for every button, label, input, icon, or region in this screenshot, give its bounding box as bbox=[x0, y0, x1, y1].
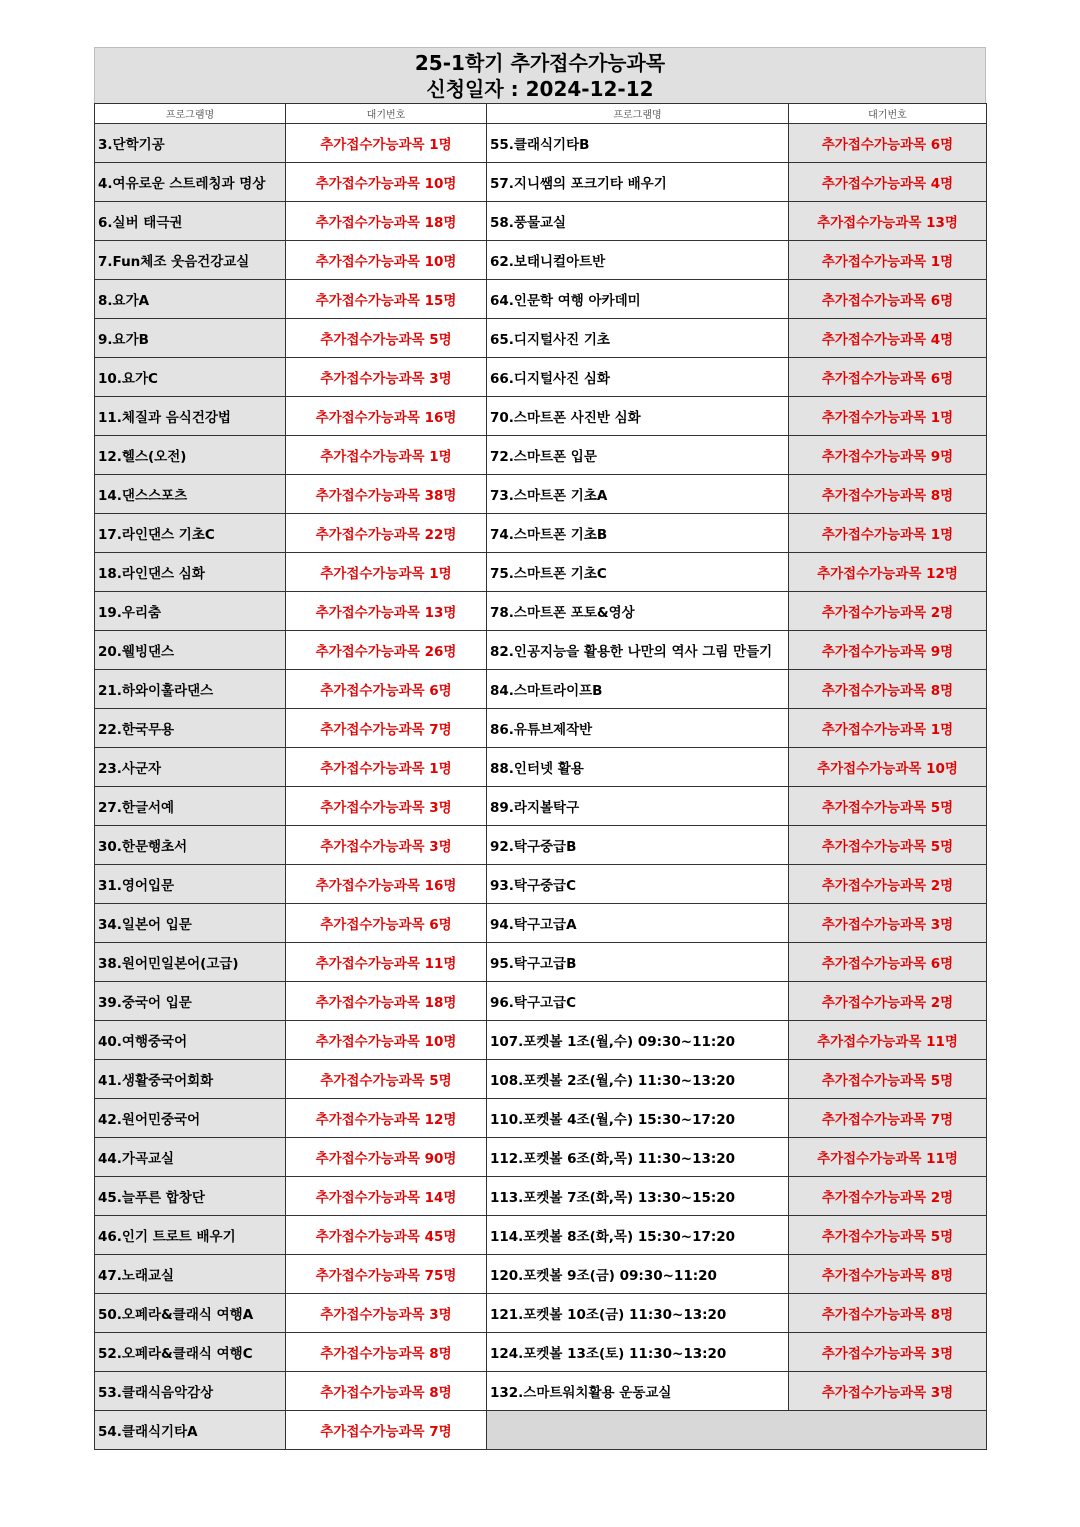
cell-waitlist-right: 추가접수가능과목 3명 bbox=[789, 1372, 987, 1411]
cell-program-right: 84.스마트라이프B bbox=[487, 670, 789, 709]
table-row bbox=[95, 163, 987, 202]
cell-program-left: 50.오페라&클래식 여행A bbox=[95, 1294, 286, 1333]
cell-program-right: 75.스마트폰 기초C bbox=[487, 553, 789, 592]
cell-waitlist-right: 추가접수가능과목 12명 bbox=[789, 553, 987, 592]
cell-program-left: 30.한문행초서 bbox=[95, 826, 286, 865]
cell-program-right: 124.포켓볼 13조(토) 11:30~13:20 bbox=[487, 1333, 789, 1372]
table-row bbox=[95, 1294, 987, 1333]
cell-program-right: 73.스마트폰 기초A bbox=[487, 475, 789, 514]
table-row bbox=[95, 358, 987, 397]
cell-program-left: 18.라인댄스 심화 bbox=[95, 553, 286, 592]
cell-waitlist-right: 추가접수가능과목 2명 bbox=[789, 1177, 987, 1216]
cell-waitlist-right: 추가접수가능과목 5명 bbox=[789, 1060, 987, 1099]
table-row bbox=[95, 514, 987, 553]
cell-program-left: 23.사군자 bbox=[95, 748, 286, 787]
cell-program-left: 27.한글서예 bbox=[95, 787, 286, 826]
cell-program-right: 121.포켓볼 10조(금) 11:30~13:20 bbox=[487, 1294, 789, 1333]
cell-program-right: 108.포켓볼 2조(월,수) 11:30~13:20 bbox=[487, 1060, 789, 1099]
cell-program-left: 19.우리춤 bbox=[95, 592, 286, 631]
cell-program-left: 41.생활중국어회화 bbox=[95, 1060, 286, 1099]
cell-waitlist-right: 추가접수가능과목 2명 bbox=[789, 982, 987, 1021]
page-title: 25-1학기 추가접수가능과목 bbox=[414, 51, 666, 75]
cell-program-right: 55.클래식기타B bbox=[487, 124, 789, 163]
cell-program-left: 11.체질과 음식건강법 bbox=[95, 397, 286, 436]
table-row bbox=[95, 1333, 987, 1372]
cell-program-right: 70.스마트폰 사진반 심화 bbox=[487, 397, 789, 436]
cell-waitlist-left: 추가접수가능과목 10명 bbox=[286, 1021, 487, 1060]
cell-program-left: 39.중국어 입문 bbox=[95, 982, 286, 1021]
cell-program-right: 107.포켓볼 1조(월,수) 09:30~11:20 bbox=[487, 1021, 789, 1060]
cell-program-left: 6.실버 태극권 bbox=[95, 202, 286, 241]
table-row bbox=[95, 1138, 987, 1177]
cell-waitlist-right: 추가접수가능과목 11명 bbox=[789, 1021, 987, 1060]
cell-waitlist-left: 추가접수가능과목 8명 bbox=[286, 1333, 487, 1372]
cell-waitlist-right: 추가접수가능과목 3명 bbox=[789, 904, 987, 943]
cell-program-left: 3.단학기공 bbox=[95, 124, 286, 163]
table-row bbox=[95, 1099, 987, 1138]
cell-program-left: 4.여유로운 스트레칭과 명상 bbox=[95, 163, 286, 202]
cell-program-right: 120.포켓볼 9조(금) 09:30~11:20 bbox=[487, 1255, 789, 1294]
cell-waitlist-left: 추가접수가능과목 18명 bbox=[286, 982, 487, 1021]
table-row bbox=[95, 241, 987, 280]
cell-waitlist-right: 추가접수가능과목 9명 bbox=[789, 436, 987, 475]
cell-program-left: 9.요가B bbox=[95, 319, 286, 358]
cell-waitlist-left: 추가접수가능과목 75명 bbox=[286, 1255, 487, 1294]
cell-program-left: 8.요가A bbox=[95, 280, 286, 319]
title-block bbox=[94, 47, 986, 103]
cell-waitlist-left: 추가접수가능과목 1명 bbox=[286, 436, 487, 475]
cell-waitlist-left: 추가접수가능과목 5명 bbox=[286, 1060, 487, 1099]
cell-program-left: 40.여행중국어 bbox=[95, 1021, 286, 1060]
cell-waitlist-left: 추가접수가능과목 1명 bbox=[286, 553, 487, 592]
cell-waitlist-right: 추가접수가능과목 8명 bbox=[789, 670, 987, 709]
header-waitnum-right: 대기번호 bbox=[789, 104, 987, 124]
cell-program-right: 66.디지털사진 심화 bbox=[487, 358, 789, 397]
cell-program-left: 31.영어입문 bbox=[95, 865, 286, 904]
table-row bbox=[95, 280, 987, 319]
cell-waitlist-left: 추가접수가능과목 11명 bbox=[286, 943, 487, 982]
cell-program-right: 95.탁구고급B bbox=[487, 943, 789, 982]
cell-waitlist-right: 추가접수가능과목 11명 bbox=[789, 1138, 987, 1177]
cell-waitlist-left: 추가접수가능과목 1명 bbox=[286, 748, 487, 787]
header-row bbox=[95, 104, 987, 124]
cell-program-right: 64.인문학 여행 아카데미 bbox=[487, 280, 789, 319]
table-row bbox=[95, 592, 987, 631]
cell-program-right: 96.탁구고급C bbox=[487, 982, 789, 1021]
cell-program-right: 110.포켓볼 4조(월,수) 15:30~17:20 bbox=[487, 1099, 789, 1138]
cell-program-left: 54.클래식기타A bbox=[95, 1411, 286, 1450]
cell-waitlist-left: 추가접수가능과목 6명 bbox=[286, 670, 487, 709]
table-row bbox=[95, 1216, 987, 1255]
cell-program-left: 10.요가C bbox=[95, 358, 286, 397]
table-row bbox=[95, 670, 987, 709]
table-row bbox=[95, 1255, 987, 1294]
cell-waitlist-left: 추가접수가능과목 16명 bbox=[286, 865, 487, 904]
table-row bbox=[95, 748, 987, 787]
cell-program-right: 65.디지털사진 기초 bbox=[487, 319, 789, 358]
cell-waitlist-left: 추가접수가능과목 3명 bbox=[286, 358, 487, 397]
cell-waitlist-right: 추가접수가능과목 8명 bbox=[789, 475, 987, 514]
cell-program-right: 93.탁구중급C bbox=[487, 865, 789, 904]
table-row bbox=[95, 943, 987, 982]
cell-waitlist-left: 추가접수가능과목 38명 bbox=[286, 475, 487, 514]
cell-waitlist-left: 추가접수가능과목 18명 bbox=[286, 202, 487, 241]
cell-waitlist-left: 추가접수가능과목 7명 bbox=[286, 709, 487, 748]
cell-waitlist-left: 추가접수가능과목 12명 bbox=[286, 1099, 487, 1138]
table-row bbox=[95, 1177, 987, 1216]
cell-waitlist-right: 추가접수가능과목 8명 bbox=[789, 1255, 987, 1294]
cell-waitlist-right: 추가접수가능과목 8명 bbox=[789, 1294, 987, 1333]
cell-waitlist-left: 추가접수가능과목 16명 bbox=[286, 397, 487, 436]
table-row bbox=[95, 475, 987, 514]
cell-program-right: 74.스마트폰 기초B bbox=[487, 514, 789, 553]
cell-waitlist-left: 추가접수가능과목 7명 bbox=[286, 1411, 487, 1450]
cell-waitlist-right: 추가접수가능과목 9명 bbox=[789, 631, 987, 670]
cell-waitlist-right: 추가접수가능과목 2명 bbox=[789, 865, 987, 904]
application-date: 신청일자 : 2024-12-12 bbox=[426, 77, 654, 101]
cell-program-right: 72.스마트폰 입문 bbox=[487, 436, 789, 475]
cell-waitlist-right: 추가접수가능과목 6명 bbox=[789, 943, 987, 982]
cell-waitlist-left: 추가접수가능과목 1명 bbox=[286, 124, 487, 163]
cell-program-right: 82.인공지능을 활용한 나만의 역사 그림 만들기 bbox=[487, 631, 789, 670]
cell-waitlist-left: 추가접수가능과목 45명 bbox=[286, 1216, 487, 1255]
cell-program-right: 88.인터넷 활용 bbox=[487, 748, 789, 787]
cell-program-left: 46.인기 트로트 배우기 bbox=[95, 1216, 286, 1255]
table-row bbox=[95, 904, 987, 943]
header-program-left: 프로그램명 bbox=[95, 104, 286, 124]
cell-program-left: 14.댄스스포츠 bbox=[95, 475, 286, 514]
cell-waitlist-right: 추가접수가능과목 2명 bbox=[789, 592, 987, 631]
cell-waitlist-right: 추가접수가능과목 5명 bbox=[789, 826, 987, 865]
table-row bbox=[95, 397, 987, 436]
cell-program-left: 52.오페라&클래식 여행C bbox=[95, 1333, 286, 1372]
table-row bbox=[95, 202, 987, 241]
cell-program-right: 113.포켓볼 7조(화,목) 13:30~15:20 bbox=[487, 1177, 789, 1216]
cell-program-right: 58.풍물교실 bbox=[487, 202, 789, 241]
cell-program-right bbox=[487, 1411, 987, 1450]
cell-waitlist-left: 추가접수가능과목 22명 bbox=[286, 514, 487, 553]
cell-waitlist-left: 추가접수가능과목 8명 bbox=[286, 1372, 487, 1411]
table-row bbox=[95, 982, 987, 1021]
cell-waitlist-left: 추가접수가능과목 26명 bbox=[286, 631, 487, 670]
cell-waitlist-left: 추가접수가능과목 3명 bbox=[286, 1294, 487, 1333]
cell-program-right: 57.지니쌤의 포크기타 배우기 bbox=[487, 163, 789, 202]
cell-program-right: 114.포켓볼 8조(화,목) 15:30~17:20 bbox=[487, 1216, 789, 1255]
cell-program-left: 21.하와이훌라댄스 bbox=[95, 670, 286, 709]
cell-waitlist-left: 추가접수가능과목 3명 bbox=[286, 826, 487, 865]
waitlist-sheet bbox=[94, 47, 986, 1450]
cell-waitlist-left: 추가접수가능과목 15명 bbox=[286, 280, 487, 319]
table-row bbox=[95, 631, 987, 670]
header-program-right: 프로그램명 bbox=[487, 104, 789, 124]
cell-waitlist-right: 추가접수가능과목 5명 bbox=[789, 1216, 987, 1255]
cell-program-right: 86.유튜브제작반 bbox=[487, 709, 789, 748]
cell-program-right: 78.스마트폰 포토&영상 bbox=[487, 592, 789, 631]
cell-waitlist-right: 추가접수가능과목 6명 bbox=[789, 124, 987, 163]
cell-waitlist-left: 추가접수가능과목 90명 bbox=[286, 1138, 487, 1177]
cell-program-right: 62.보태니컬아트반 bbox=[487, 241, 789, 280]
table-row bbox=[95, 865, 987, 904]
cell-waitlist-right: 추가접수가능과목 1명 bbox=[789, 241, 987, 280]
cell-program-left: 53.클래식음악감상 bbox=[95, 1372, 286, 1411]
cell-waitlist-left: 추가접수가능과목 13명 bbox=[286, 592, 487, 631]
cell-program-left: 7.Fun체조 웃음건강교실 bbox=[95, 241, 286, 280]
table-row bbox=[95, 553, 987, 592]
cell-waitlist-left: 추가접수가능과목 10명 bbox=[286, 163, 487, 202]
cell-waitlist-right: 추가접수가능과목 10명 bbox=[789, 748, 987, 787]
cell-program-left: 42.원어민중국어 bbox=[95, 1099, 286, 1138]
cell-waitlist-left: 추가접수가능과목 3명 bbox=[286, 787, 487, 826]
cell-program-left: 45.늘푸른 합창단 bbox=[95, 1177, 286, 1216]
table-row bbox=[95, 1021, 987, 1060]
header-waitnum-left: 대기번호 bbox=[286, 104, 487, 124]
table-row bbox=[95, 709, 987, 748]
cell-waitlist-right: 추가접수가능과목 1명 bbox=[789, 514, 987, 553]
cell-waitlist-right: 추가접수가능과목 6명 bbox=[789, 280, 987, 319]
cell-waitlist-left: 추가접수가능과목 6명 bbox=[286, 904, 487, 943]
cell-waitlist-right: 추가접수가능과목 3명 bbox=[789, 1333, 987, 1372]
cell-waitlist-left: 추가접수가능과목 10명 bbox=[286, 241, 487, 280]
cell-program-left: 17.라인댄스 기초C bbox=[95, 514, 286, 553]
cell-program-right: 89.라지볼탁구 bbox=[487, 787, 789, 826]
cell-waitlist-left: 추가접수가능과목 5명 bbox=[286, 319, 487, 358]
table-row bbox=[95, 1411, 987, 1450]
table-row bbox=[95, 436, 987, 475]
cell-waitlist-right: 추가접수가능과목 4명 bbox=[789, 319, 987, 358]
table-row bbox=[95, 124, 987, 163]
cell-program-right: 94.탁구고급A bbox=[487, 904, 789, 943]
cell-program-left: 38.원어민일본어(고급) bbox=[95, 943, 286, 982]
cell-program-right: 132.스마트워치활용 운동교실 bbox=[487, 1372, 789, 1411]
cell-waitlist-left: 추가접수가능과목 14명 bbox=[286, 1177, 487, 1216]
course-table bbox=[94, 103, 987, 1450]
cell-waitlist-right: 추가접수가능과목 4명 bbox=[789, 163, 987, 202]
cell-waitlist-right: 추가접수가능과목 13명 bbox=[789, 202, 987, 241]
cell-program-right: 112.포켓볼 6조(화,목) 11:30~13:20 bbox=[487, 1138, 789, 1177]
cell-program-right: 92.탁구중급B bbox=[487, 826, 789, 865]
cell-program-left: 20.웰빙댄스 bbox=[95, 631, 286, 670]
cell-waitlist-right: 추가접수가능과목 7명 bbox=[789, 1099, 987, 1138]
table-row bbox=[95, 1060, 987, 1099]
cell-waitlist-right: 추가접수가능과목 1명 bbox=[789, 709, 987, 748]
cell-waitlist-right: 추가접수가능과목 6명 bbox=[789, 358, 987, 397]
cell-program-left: 44.가곡교실 bbox=[95, 1138, 286, 1177]
cell-program-left: 47.노래교실 bbox=[95, 1255, 286, 1294]
cell-waitlist-right: 추가접수가능과목 5명 bbox=[789, 787, 987, 826]
table-row bbox=[95, 319, 987, 358]
cell-waitlist-right: 추가접수가능과목 1명 bbox=[789, 397, 987, 436]
table-row bbox=[95, 826, 987, 865]
cell-program-left: 22.한국무용 bbox=[95, 709, 286, 748]
table-row bbox=[95, 1372, 987, 1411]
table-row bbox=[95, 787, 987, 826]
cell-program-left: 12.헬스(오전) bbox=[95, 436, 286, 475]
cell-program-left: 34.일본어 입문 bbox=[95, 904, 286, 943]
